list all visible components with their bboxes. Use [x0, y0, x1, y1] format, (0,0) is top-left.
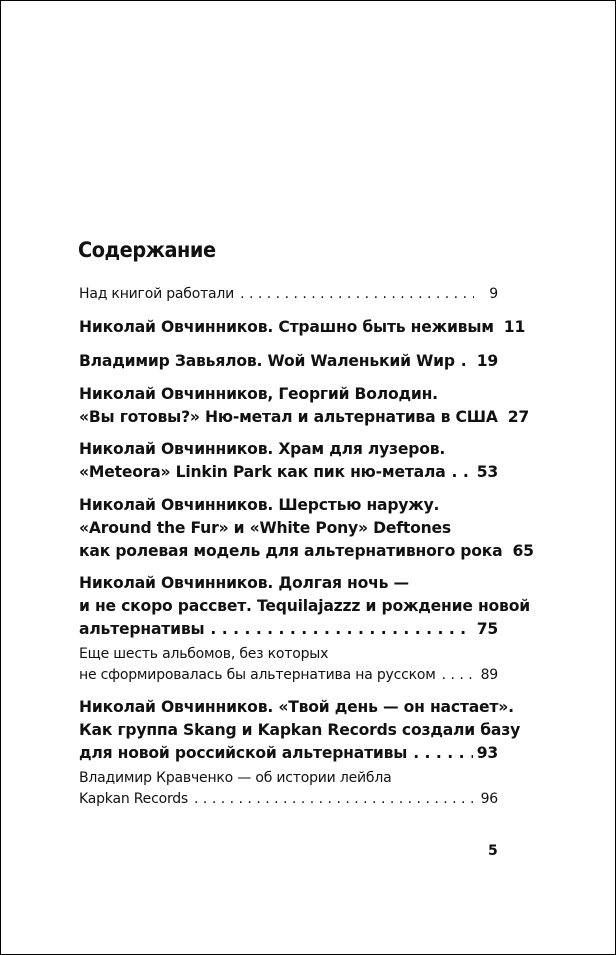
entry-page-number: 19: [476, 352, 498, 370]
dot-leader: [413, 742, 472, 765]
dot-leader: [210, 618, 472, 641]
dot-leader: [452, 461, 473, 484]
entry-page-number: 65: [512, 542, 534, 560]
entry-title: и не скоро рассвет. Tequilajazzz и рождение новой: [79, 597, 530, 615]
dot-leader: [442, 665, 474, 686]
entry-title: Как группа Skang и Kapkan Records создали базу: [79, 721, 521, 739]
entry-title: «Around the Fur» и «White Pony» Deftones: [79, 519, 451, 537]
entry-title: «Meteora» Linkin Park как пик ню-метала: [79, 463, 446, 481]
entry-title: Над книгой работали: [79, 286, 235, 302]
entry-title: Николай Овчинников, Георгий Володин.: [79, 385, 438, 403]
entry-title: альтернативы: [79, 620, 205, 638]
entry-title: Николай Овчинников. «Твой день — он настает».: [79, 698, 514, 716]
entry-title: Николай Овчинников. Шерстью наружу.: [79, 496, 440, 514]
toc-entry[interactable]: [79, 438, 498, 484]
entry-title: Владимир Кравченко — об истории лейбла: [79, 770, 392, 786]
entry-page-number: 9: [489, 286, 498, 302]
toc-entry[interactable]: [79, 768, 498, 810]
page-title: Содержание: [78, 238, 216, 262]
toc-entry[interactable]: [79, 494, 534, 563]
entry-page-number: 96: [480, 791, 498, 807]
entry-title: Николай Овчинников. Страшно быть неживым: [79, 318, 494, 336]
entry-title: «Вы готовы?» Ню-метал и альтернатива в США: [79, 408, 498, 426]
entry-page-number: 93: [476, 744, 498, 762]
entry-title: Kapkan Records: [79, 791, 189, 807]
toc-entry[interactable]: [79, 316, 526, 339]
toc-entry[interactable]: [79, 383, 530, 429]
entry-title: Николай Овчинников. Долгая ночь —: [79, 574, 409, 592]
entry-title: как ролевая модель для альтернативного рока: [79, 542, 503, 560]
entry-title: Владимир Завьялов. Woй Waленький Wир: [79, 352, 455, 370]
entry-title: Николай Овчинников. Храм для лузеров.: [79, 440, 446, 458]
entry-page-number: 89: [480, 667, 498, 683]
toc-entry[interactable]: [79, 696, 521, 765]
entry-title: Еще шесть альбомов, без которых: [79, 646, 329, 662]
toc-entry[interactable]: [79, 350, 498, 373]
entry-title: для новой российской альтернативы: [79, 744, 408, 762]
entry-title: не сформировалась бы альтернатива на русском: [79, 667, 436, 683]
page-number: 5: [488, 843, 498, 859]
toc-entry[interactable]: [79, 572, 530, 641]
entry-page-number: 27: [507, 408, 530, 426]
dot-leader: [194, 789, 474, 810]
entry-page-number: 75: [476, 620, 498, 638]
toc-entry[interactable]: [79, 644, 498, 686]
entry-page-number: 11: [503, 318, 526, 336]
dot-leader: [240, 284, 474, 305]
dot-leader: [461, 350, 473, 373]
entry-page-number: 53: [476, 463, 498, 481]
toc-entry[interactable]: [79, 284, 498, 305]
